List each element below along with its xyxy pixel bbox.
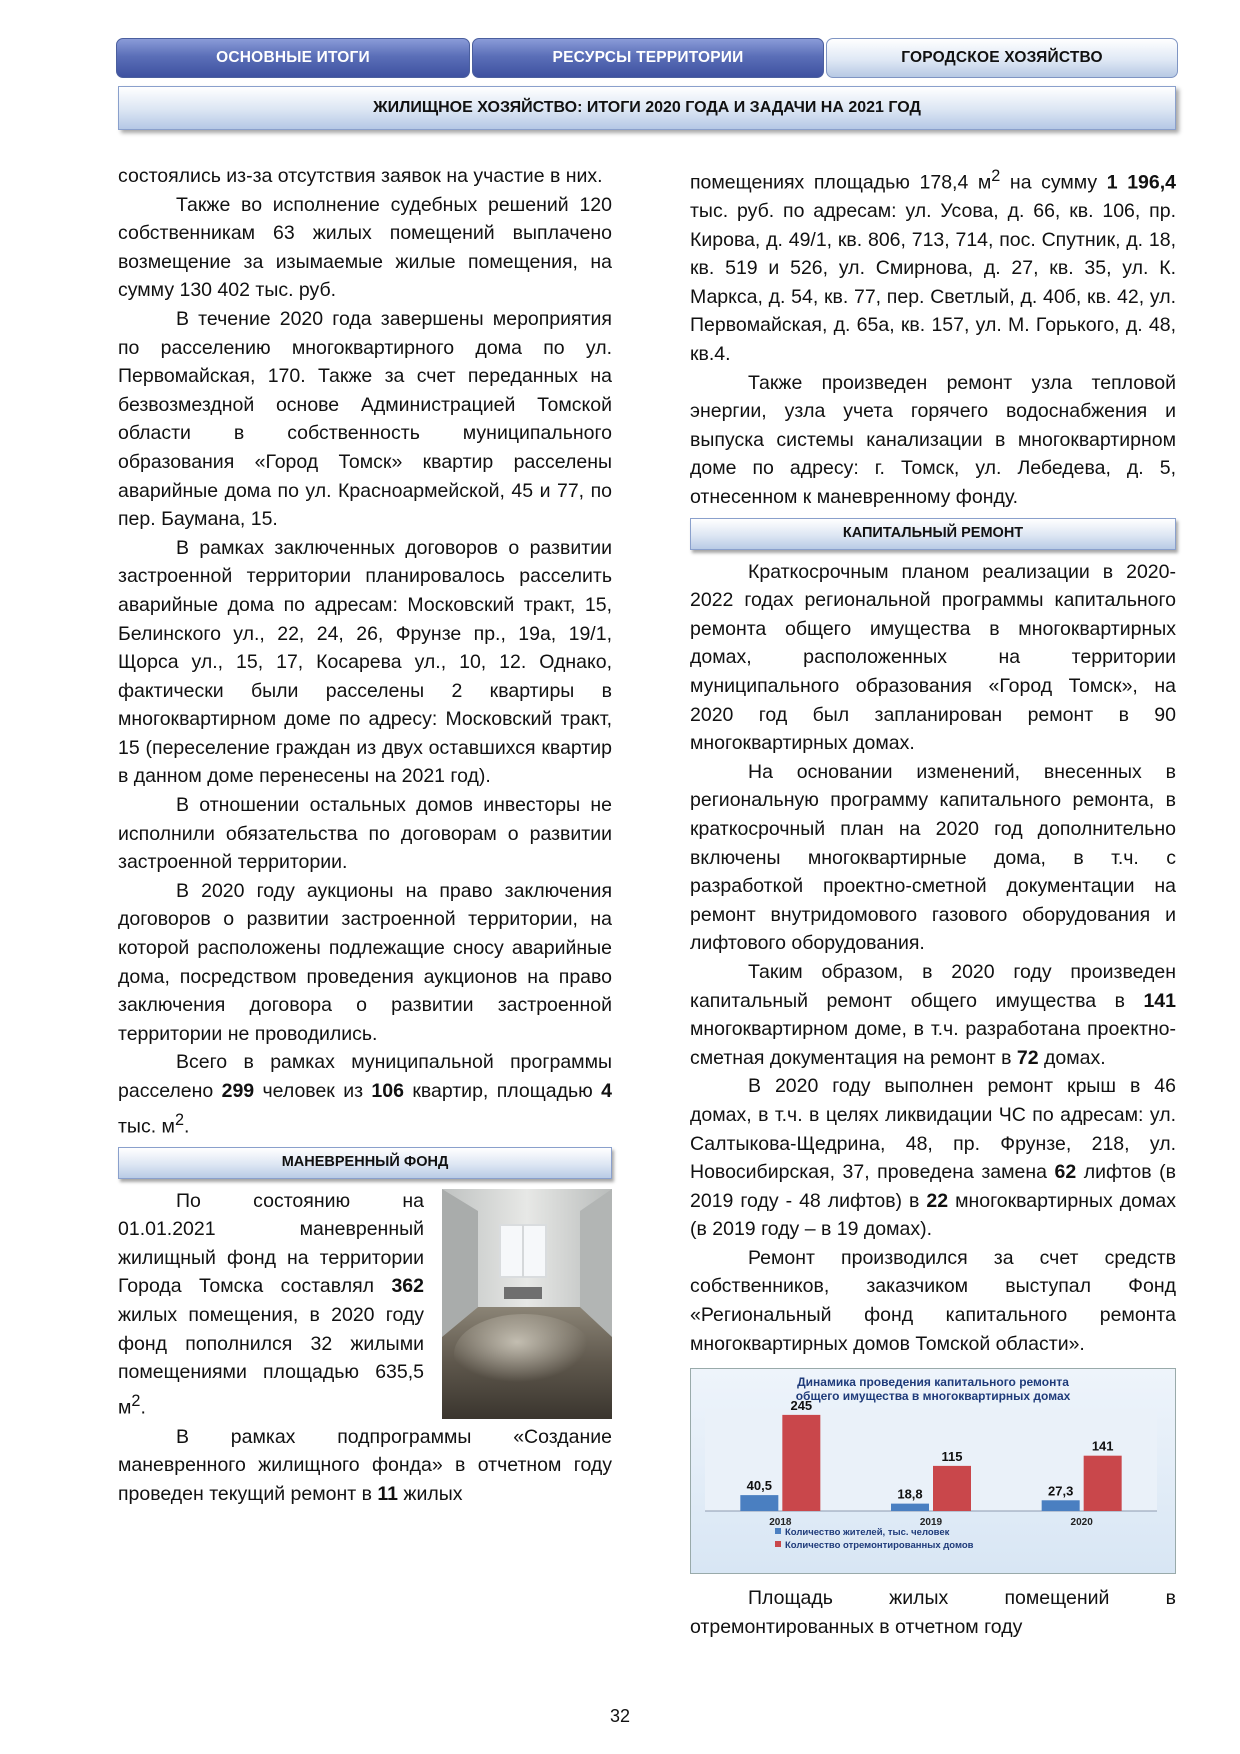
paragraph: Краткосрочным планом реализации в 2020-2022 годах региональной программы капитального ремонта общего имущества в многоквартирных домах, расположенных на территории муниципального образования «Город Томск», на 2020 год был запланирован ремонт в 90 многоквартирных домах. — [690, 560, 1176, 755]
superscript: 2 — [174, 1110, 184, 1129]
text: лифтов (в 2019 году - 48 лифтов) в — [690, 1161, 1176, 1212]
x-tick-label: 2019 — [919, 1517, 943, 1529]
chart-title-line1: Динамика проведения капитального ремонта — [797, 1375, 1069, 1390]
capital-repair-chart — [690, 1368, 1176, 1574]
data-label: 27,3 — [1048, 1483, 1074, 1499]
x-tick-label: 2020 — [1070, 1517, 1093, 1529]
paragraph: Площадь жилых помещений в отремонтированных в отчетном году — [690, 1587, 1176, 1638]
legend-swatch — [775, 1541, 781, 1547]
text: многоквартирных домах (в 2019 году – в 19 домах). — [690, 1189, 1176, 1241]
people-count: 299 — [221, 1080, 255, 1102]
text: на сумму — [1000, 171, 1107, 194]
data-label: 141 — [1091, 1438, 1114, 1454]
lifts-count: 62 — [1054, 1161, 1077, 1184]
text: В рамках подпрограммы «Создание маневренного жилищного фонда» в отчетном году проведен текущий ремонт в — [118, 1425, 612, 1505]
bar-houses-2019 — [933, 1466, 971, 1511]
x-tick-label: 2018 — [769, 1517, 792, 1529]
houses-count: 141 — [1143, 989, 1176, 1012]
page-number: 32 — [609, 1706, 631, 1726]
tab-territory-resources[interactable]: РЕСУРСЫ ТЕРРИТОРИИ — [472, 38, 824, 78]
paragraph: В рамках заключенных договоров о развитии застроенной территории планировалось расселить аварийные дома по адресам: Московский тракт, 15, Белинского ул., 22, 24, 26, Фрунзе пр., 19а, 19/1, Щорса ул., 15, 17, Косарева ул., 10, 12. Однако, фактически были расселены 2 квартиры в многоквартирном доме по адресу: Московский тракт, 15 (переселение граждан из двух оставшихся квартир в данном доме перенесены на 2021 год). — [118, 536, 612, 788]
paragraph: В отношении остальных домов инвесторы не исполнили обязательства по договорам о развитии застроенной территории. — [118, 794, 612, 874]
chart-plot-area — [705, 1398, 1157, 1551]
design-docs-count: 72 — [1016, 1046, 1039, 1069]
data-label: 115 — [941, 1449, 963, 1465]
bar-residents-2018 — [740, 1495, 778, 1511]
paragraph-resettled-total — [118, 1048, 612, 1140]
repaired-count: 11 — [377, 1482, 398, 1505]
lift-houses-count: 22 — [926, 1189, 949, 1212]
sum-value: 1 196,4 — [1106, 171, 1176, 194]
text: . — [140, 1396, 146, 1419]
paragraph: В течение 2020 года завершены мероприятия по расселению многоквартирного дома по ул. Первомайская, 170. Также за счет переданных на безвозмездной основе Администрацией Томской области в собственность муниципального образования «Город Томск» квартир расселены аварийные дома по ул. Красноармейской, 45 и 77, по пер. Баумана, 15. — [118, 307, 612, 531]
section-header-maneuver-fund: МАНЕВРЕННЫЙ ФОНД — [118, 1147, 612, 1179]
text: жилых помещения, в 2020 году фонд пополнился 32 жилыми помещениями площадью 635,5 м — [118, 1304, 424, 1419]
area-value: 4 — [601, 1080, 612, 1102]
text: тыс. м — [118, 1115, 175, 1138]
text: многоквартирном доме, в т.ч. разработана проектно-сметная документация на ремонт в — [690, 1018, 1176, 1069]
legend-entry: Количество жителей, тыс. человек — [785, 1527, 950, 1539]
text: Таким образом, в 2020 году произведен капитальный ремонт общего имущества в — [690, 960, 1176, 1012]
legend-entry: Количество отремонтированных домов — [785, 1540, 974, 1552]
paragraph-repair-total — [690, 958, 1176, 1072]
paragraph: Ремонт производился за счет средств собственников, заказчиком выступал Фонд «Региональный фонд капитального ремонта многоквартирных домов Томской области». — [690, 1246, 1176, 1355]
text: По состоянию на 01.01.2021 маневренный жилищный фонд на территории Города Томска составлял — [118, 1189, 424, 1298]
paragraph: В 2020 году аукционы на право заключения договоров о развитии застроенной территории, на которой расположены подлежащие сносу аварийные дома, посредством проведения аукционов на право заключения договора о развитии застроенной территории не проводились. — [118, 879, 612, 1045]
paragraph-subprogram — [118, 1423, 612, 1509]
paragraph: На основании изменений, внесенных в региональную программу капитального ремонта, в краткосрочный план на 2020 год дополнительно включены многоквартирные дома, в т.ч. с разработкой проектно-сметной документации на ремонт внутридомового газового оборудования и лифтового оборудования. — [690, 760, 1176, 955]
data-label: 18,8 — [897, 1486, 923, 1502]
bar-residents-2019 — [891, 1504, 929, 1511]
right-column — [690, 162, 1176, 1641]
empty-room-photo — [442, 1189, 612, 1419]
text: жилых — [397, 1482, 463, 1505]
left-column — [118, 162, 612, 1508]
text: Всего в рамках муниципальной программы расселено — [118, 1051, 612, 1102]
data-label: 40,5 — [746, 1478, 772, 1494]
text: домах. — [1038, 1046, 1106, 1069]
text: В 2020 году выполнен ремонт крыш в 46 домах, в т.ч. в целях ликвидации ЧС по адресам: ул. Салтыкова-Щедрина, 48, пр. Фрунзе, 218, ул. Новосибирская, 37, проведена замена — [690, 1075, 1176, 1184]
text: тыс. руб. по адресам: ул. Усова, д. 66, кв. 106, пр. Кирова, д. 49/1, кв. 806, 713, 714, пос. Спутник, д. 18, кв. 519 и 526, ул. Смирнова, д. 27, кв. 35, ул. К. Маркса, д. 54, кв. 77, пер. Светлый, д. 40б, кв. 42, ул. Первомайская, д. 65а, кв. 157, ул. М. Горького, д. 48, кв.4. — [690, 200, 1176, 366]
text: человек из — [254, 1080, 372, 1102]
data-label: 245 — [790, 1398, 813, 1414]
legend-swatch — [775, 1528, 781, 1534]
paragraph: Также во исполнение судебных решений 120 собственникам 63 жилых помещений выплачено возмещение за изымаемые жилые помещения, на сумму 130 402 тыс. руб. — [118, 193, 612, 302]
superscript: 2 — [991, 167, 1001, 185]
text: квартир, площадью — [403, 1080, 602, 1102]
bar-houses-2018 — [782, 1415, 820, 1511]
premises-count: 362 — [391, 1275, 424, 1298]
paragraph: Также произведен ремонт узла тепловой энергии, узла учета горячего водоснабжения и выпуска системы канализации в многоквартирном доме по адресу: г. Томск, ул. Лебедева, д. 5, отнесенном к маневренному фонду. — [690, 371, 1176, 509]
page-title: ЖИЛИЩНОЕ ХОЗЯЙСТВО: ИТОГИ 2020 ГОДА И ЗАДАЧИ НА 2021 ГОД — [118, 86, 1176, 130]
paragraph: состоялись из-за отсутствия заявок на участие в них. — [118, 165, 603, 187]
section-tabs — [116, 38, 1176, 80]
superscript: 2 — [131, 1391, 141, 1410]
paragraph-addresses — [690, 162, 1176, 369]
chart-title-line2: общего имущества в многоквартирных домах — [795, 1389, 1071, 1404]
bar-houses-2020 — [1084, 1456, 1122, 1511]
text: помещениях площадью 178,4 м — [690, 171, 992, 194]
paragraph-roofs-lifts — [690, 1072, 1176, 1244]
text: . — [184, 1115, 190, 1138]
tab-main-results[interactable]: ОСНОВНЫЕ ИТОГИ — [116, 38, 470, 78]
bar-residents-2020 — [1042, 1501, 1080, 1512]
section-header-capital-repair: КАПИТАЛЬНЫЙ РЕМОНТ — [690, 518, 1176, 550]
apartments-count: 106 — [371, 1080, 404, 1102]
tab-city-economy[interactable]: ГОРОДСКОЕ ХОЗЯЙСТВО — [826, 38, 1178, 78]
chart-svg — [691, 1369, 1175, 1573]
